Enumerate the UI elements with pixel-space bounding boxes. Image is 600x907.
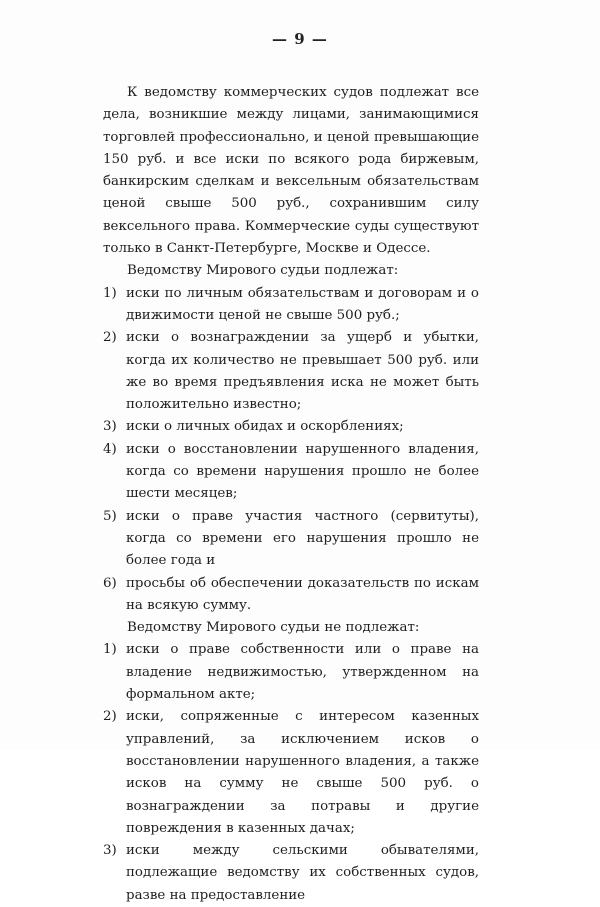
list-item-number: 4) [103,441,117,457]
exclusion-list [103,639,479,907]
exclusion-heading: Ведомству Мирового судьи не подлежат: [127,620,420,636]
list-item-number: 3) [103,843,117,859]
list-item [103,840,479,907]
list-item [103,706,479,840]
list-item [103,439,479,506]
list-item-text: иски о личных обидах и оскорблениях; [126,419,404,435]
list-item [103,506,479,573]
list-item [103,639,479,706]
list-item-number: 2) [103,330,117,346]
list-item-text: иски по личным обязательствам и договорам и о движимости ценой не свыше 500 руб.; [126,285,479,323]
list-item-number: 1) [103,642,117,658]
list-item-number: 3) [103,419,117,435]
list-item-text: иски, сопряженные с интересом казенных управлений, за исключением исков о восстановлении нарушенного владения, а также исков на сумму не свыше 500 руб. о вознаграждении за потравы и другие повреждения в казенных дачах; [126,709,479,836]
list-item-number: 1) [103,285,117,301]
list-item-text: просьбы об обеспечении доказательств по искам на всякую сумму. [126,575,479,613]
jurisdiction-heading: Ведомству Мирового судьи подлежат: [127,263,399,279]
list-item-number: 5) [103,508,117,524]
page-number: — 9 — [272,30,328,48]
jurisdiction-list [103,283,479,617]
list-item-text: иски между сельскими обывателями, подлежащие ведомству их собственных судов, разве на предоставление [126,843,479,903]
list-item [103,573,479,618]
list-item-text: иски о праве собственности или о праве на владение недвижимостью, утвержденном на формальном акте; [126,642,479,703]
body-text [103,82,479,907]
list-item-number: 2) [103,709,117,725]
list-item [103,327,479,416]
list-item-text: иски о вознаграждении за ущерб и убытки, когда их количество не превышает 500 руб. или же во время предъявления иска не может быть положительно известно; [126,330,479,413]
list-item-number: 6) [103,575,117,591]
list-item [103,283,479,328]
list-item-text: иски о восстановлении нарушенного владения, когда со времени нарушения прошло не более шести месяцев; [126,441,479,502]
list-item [103,416,479,438]
intro-paragraph: К ведомству коммерческих судов подлежат все дела, возникшие между лицами, занимающимися торговлей профессионально, и ценой превышающие 150 руб. и все иски по всякого рода биржевым, банкирским сделкам и вексельным обязательствам ценой свыше 500 руб., сохранившим силу вексельного права. Коммерческие суды существуют только в Санкт-Петербурге, Москве и Одессе. [103,85,479,257]
list-item-text: иски о праве участия частного (сервитуты), когда со времени его нарушения прошло не более года и [126,508,479,569]
